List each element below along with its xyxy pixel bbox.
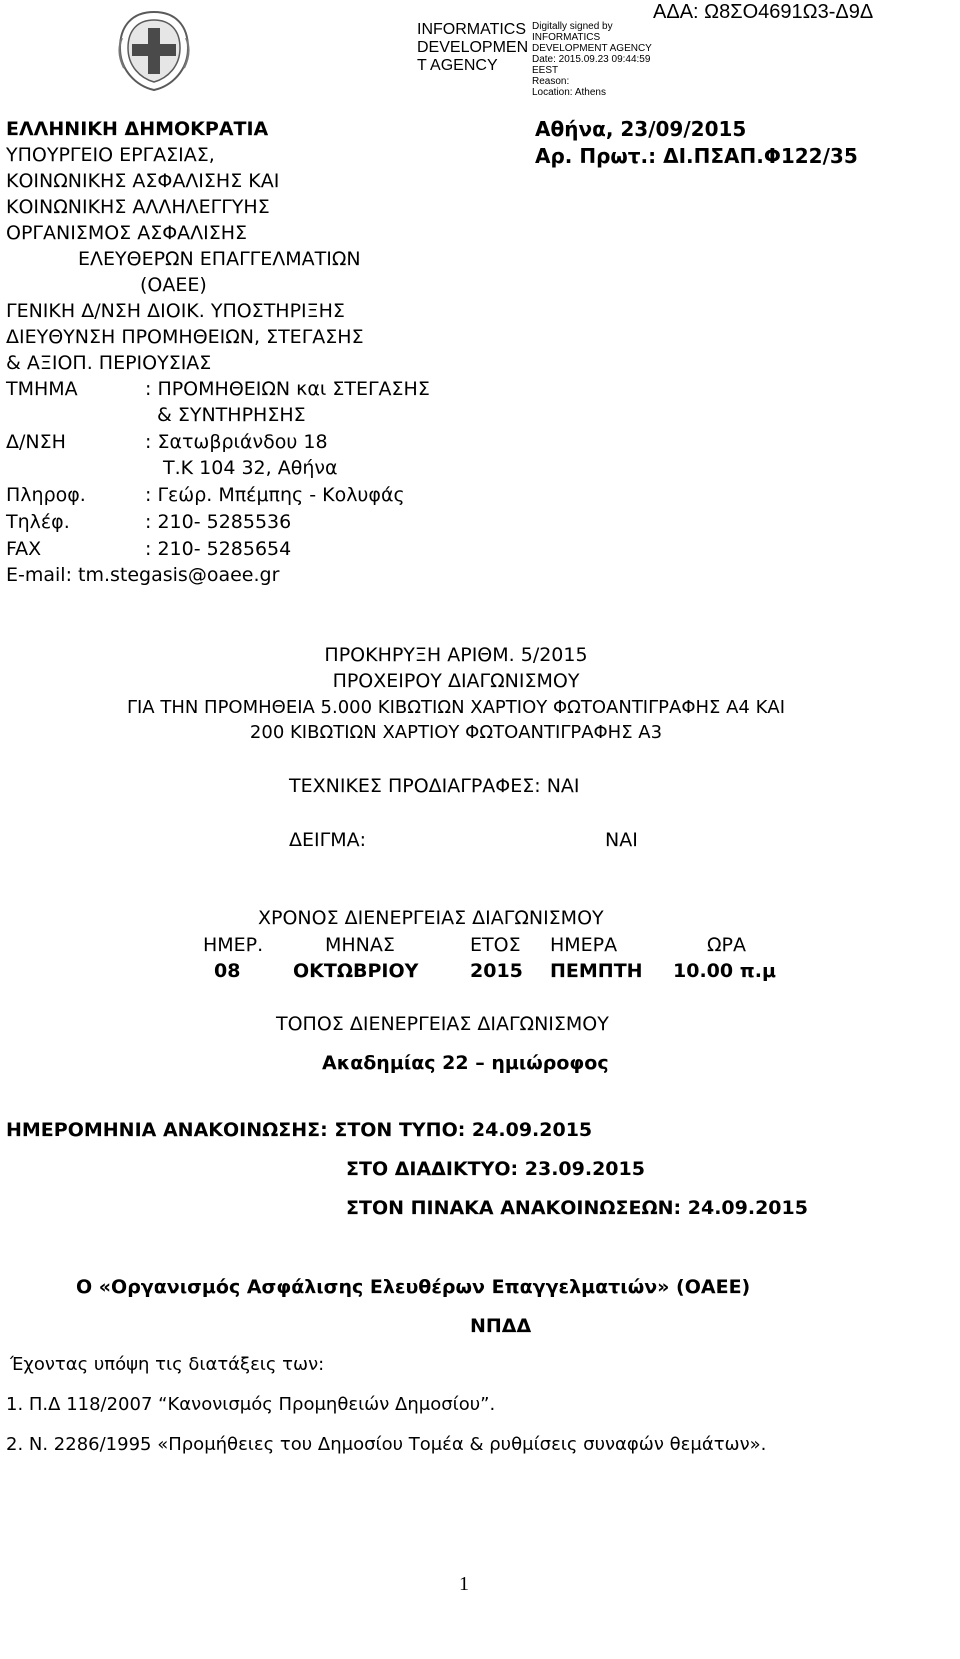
schedule-col-time: ΩΡΑ <box>707 934 746 956</box>
field-value-department: : ΠΡΟΜΗΘΕΙΩΝ και ΣΤΕΓΑΣΗΣ <box>145 378 430 400</box>
announcement-internet: ΣΤΟ ΔΙΑΔΙΚΤΥΟ: 23.09.2015 <box>346 1158 645 1180</box>
field-label-fax: FAX <box>6 538 42 560</box>
field-value-postcode: Τ.Κ 104 32, Αθήνα <box>163 457 338 479</box>
schedule-val-time: 10.00 π.μ <box>673 960 776 982</box>
agency-name-line-1: INFORMATICS <box>417 21 527 38</box>
field-label-phone: Τηλέφ. <box>6 511 70 533</box>
place-heading: ΤΟΠΟΣ ΔΙΕΝΕΡΓΕΙΑΣ ΔΙΑΓΩΝΙΣΜΟΥ <box>276 1013 609 1035</box>
document-date: Αθήνα, 23/09/2015 <box>535 117 747 141</box>
sender-line-3: ΚΟΙΝΩΝΙΚΗΣ ΑΣΦΑΛΙΣΗΣ ΚΑΙ <box>6 170 280 192</box>
field-value-info: : Γεώρ. Μπέμπης - Κολυφάς <box>145 484 405 506</box>
protocol-number: Αρ. Πρωτ.: ΔΙ.ΠΣΑΠ.Φ122/35 <box>535 144 858 168</box>
agency-name-line-2: DEVELOPMEN <box>417 39 529 56</box>
sender-line-5: ΟΡΓΑΝΙΣΜΟΣ ΑΣΦΑΛΙΣΗΣ <box>6 222 248 244</box>
schedule-val-month: ΟΚΤΩΒΡΙΟΥ <box>293 960 419 982</box>
page-number: 1 <box>459 1573 469 1595</box>
sender-line-6: ΕΛΕΥΘΕΡΩΝ ΕΠΑΓΓΕΛΜΑΤΙΩΝ <box>78 248 361 270</box>
agency-name-line-3: T AGENCY <box>417 57 498 74</box>
schedule-val-day: 08 <box>214 960 241 982</box>
signature-line-7: Location: Athens <box>532 87 606 98</box>
signature-line-2: INFORMATICS <box>532 32 601 43</box>
schedule-val-weekday: ΠΕΜΠΤΗ <box>550 960 643 982</box>
sender-line-10: & ΑΞΙΟΠ. ΠΕΡΙΟΥΣΙΑΣ <box>6 352 212 374</box>
email-line: E-mail: tm.stegasis@oaee.gr <box>6 564 280 586</box>
field-label-info: Πληροφ. <box>6 484 86 506</box>
sender-line-2: ΥΠΟΥΡΓΕΙΟ ΕΡΓΑΣΙΑΣ, <box>6 144 215 166</box>
sender-line-1: ΕΛΛΗΝΙΚΗ ΔΗΜΟΚΡΑΤΙΑ <box>6 118 269 140</box>
sample-label: ΔΕΙΓΜΑ: <box>289 829 366 851</box>
field-label-department: ΤΜΗΜΑ <box>6 378 78 400</box>
announcement-press: ΗΜΕΡΟΜΗΝΙΑ ΑΝΑΚΟΙΝΩΣΗΣ: ΣΤΟΝ ΤΥΠΟ: 24.09.2015 <box>6 1119 593 1141</box>
field-value-fax: : 210- 5285654 <box>145 538 292 560</box>
npdd-label: ΝΠΔΔ <box>470 1315 532 1337</box>
tech-specs: ΤΕΧΝΙΚΕΣ ΠΡΟΔΙΑΓΡΑΦΕΣ: ΝΑΙ <box>289 775 580 797</box>
field-value-department-cont: & ΣΥΝΤΗΡΗΣΗΣ <box>157 404 306 426</box>
schedule-col-month: ΜΗΝΑΣ <box>325 934 395 956</box>
announcement-board: ΣΤΟΝ ΠΙΝΑΚΑ ΑΝΑΚΟΙΝΩΣΕΩΝ: 24.09.2015 <box>346 1197 808 1219</box>
schedule-col-weekday: ΗΜΕΡΑ <box>550 934 618 956</box>
field-label-address: Δ/ΝΣΗ <box>6 431 66 453</box>
signature-line-1: Digitally signed by <box>532 21 613 32</box>
legal-item-1: 1. Π.Δ 118/2007 “Κανονισμός Προμηθειών Δημοσίου”. <box>6 1394 496 1415</box>
schedule-col-year: ΕΤΟΣ <box>470 934 521 956</box>
ada-code: ΑΔΑ: Ω8ΣΟ4691Ω3-Δ9Δ <box>653 1 874 23</box>
signature-line-4: Date: 2015.09.23 09:44:59 <box>532 54 651 65</box>
title-line-3: ΓΙΑ ΤΗΝ ΠΡΟΜΗΘΕΙΑ 5.000 ΚΙΒΩΤΙΩΝ ΧΑΡΤΙΟΥ ΦΩΤΟΑΝΤΙΓΡΑΦΗΣ Α4 ΚΑΙ <box>126 697 786 718</box>
field-value-phone: : 210- 5285536 <box>145 511 292 533</box>
schedule-col-day: ΗΜΕΡ. <box>203 934 264 956</box>
field-value-address: : Σατωβριάνδου 18 <box>145 431 328 453</box>
intro-line: Έχοντας υπόψη τις διατάξεις των: <box>10 1354 325 1375</box>
title-line-1: ΠΡΟΚΗΡΥΞΗ ΑΡΙΘΜ. 5/2015 <box>324 644 588 666</box>
place-value: Ακαδημίας 22 – ημιώροφος <box>322 1052 609 1074</box>
schedule-heading: ΧΡΟΝΟΣ ΔΙΕΝΕΡΓΕΙΑΣ ΔΙΑΓΩΝΙΣΜΟΥ <box>258 907 604 929</box>
sender-line-9: ΔΙΕΥΘΥΝΣΗ ΠΡΟΜΗΘΕΙΩΝ, ΣΤΕΓΑΣΗΣ <box>6 326 364 348</box>
title-line-2: ΠΡΟΧΕΙΡΟΥ ΔΙΑΓΩΝΙΣΜΟΥ <box>332 670 580 692</box>
title-line-4: 200 ΚΙΒΩΤΙΩΝ ΧΑΡΤΙΟΥ ΦΩΤΟΑΝΤΙΓΡΑΦΗΣ Α3 <box>249 722 663 743</box>
signature-line-3: DEVELOPMENT AGENCY <box>532 43 652 54</box>
schedule-val-year: 2015 <box>470 960 523 982</box>
signature-line-6: Reason: <box>532 76 570 87</box>
sender-line-8: ΓΕΝΙΚΗ Δ/ΝΣΗ ΔΙΟΙΚ. ΥΠΟΣΤΗΡΙΞΗΣ <box>6 300 345 322</box>
sender-line-7: (ΟΑΕΕ) <box>140 274 207 296</box>
coat-of-arms-emblem <box>112 8 196 94</box>
legal-item-2: 2. Ν. 2286/1995 «Προμήθειες του Δημοσίου Τομέα & ρυθμίσεις συναφών θεμάτων». <box>6 1434 767 1455</box>
sample-value: ΝΑΙ <box>605 829 638 851</box>
organization-line: Ο «Οργανισμός Ασφάλισης Ελευθέρων Επαγγελματιών» (ΟΑΕΕ) <box>76 1276 751 1298</box>
sender-line-4: ΚΟΙΝΩΝΙΚΗΣ ΑΛΛΗΛΕΓΓΥΗΣ <box>6 196 270 218</box>
signature-line-5: EEST <box>532 65 559 76</box>
